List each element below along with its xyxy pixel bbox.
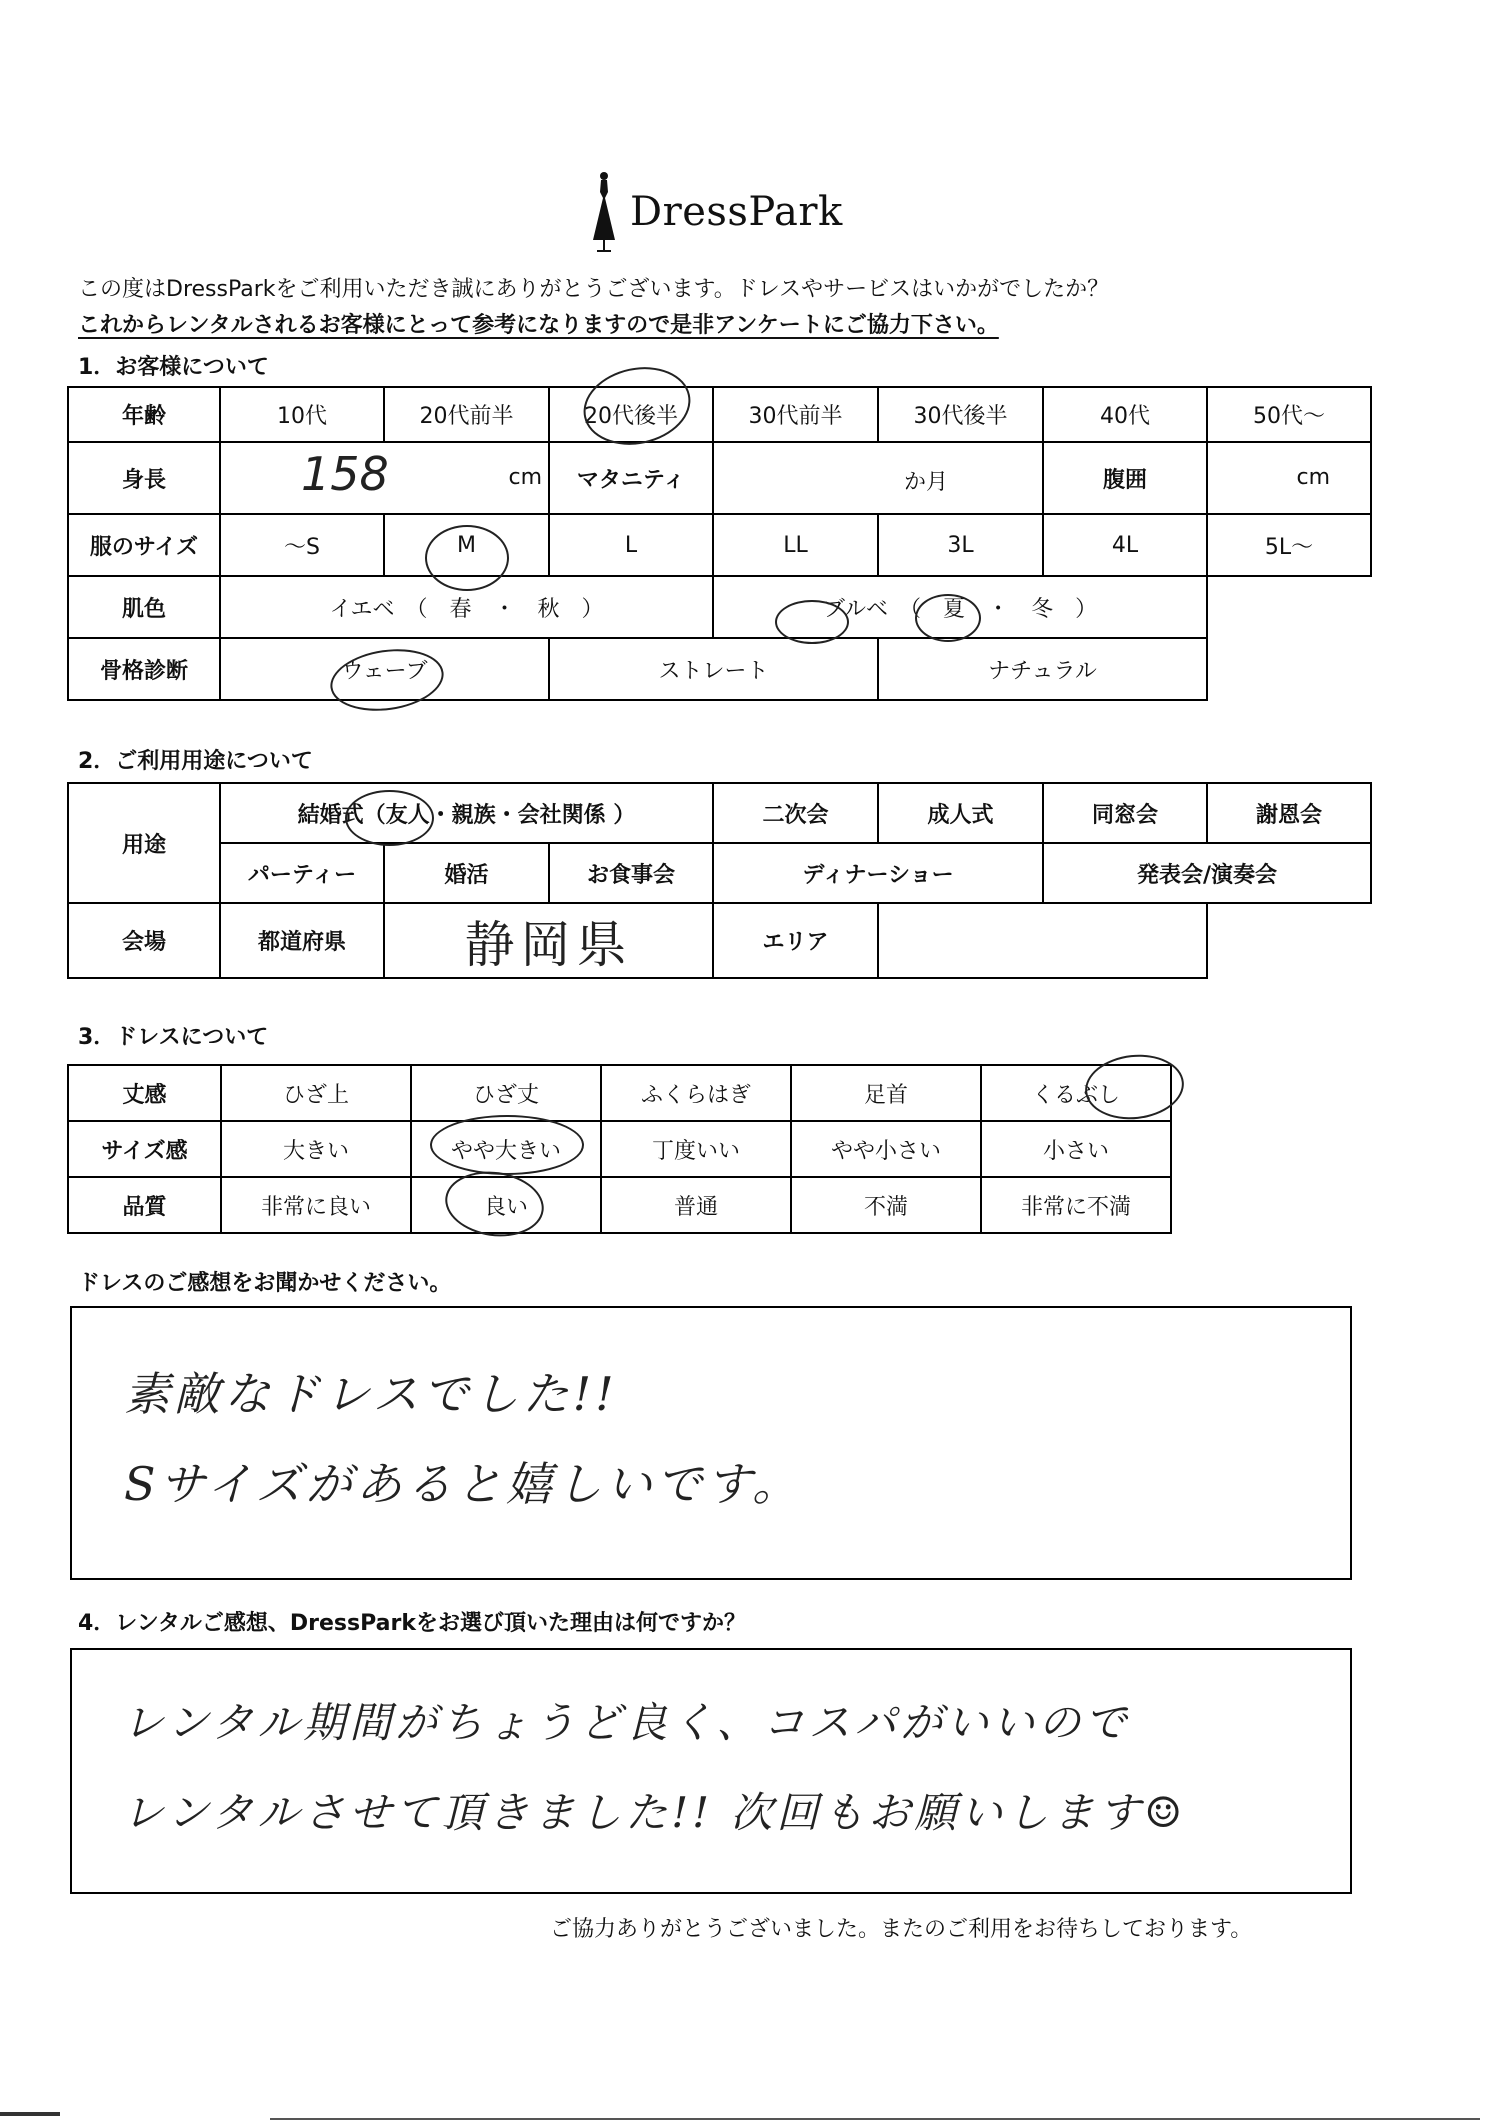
purpose-option[interactable]: 謝恩会: [1207, 783, 1371, 843]
dress-comment-line: Sサイズがあると嬉しいです。: [124, 1457, 803, 1511]
size-option[interactable]: 5L～: [1207, 514, 1371, 576]
dress-comment-box[interactable]: [70, 1306, 1352, 1580]
rental-comment-line: レンタル期間がちょうど良く、コスパがいいので: [122, 1698, 1131, 1747]
usage-table: [67, 782, 1372, 979]
purpose-option[interactable]: ディナーショー: [713, 843, 1043, 903]
maternity-label: マタニティ: [549, 442, 713, 514]
prefecture-field[interactable]: [384, 903, 713, 978]
size-option[interactable]: ～S: [220, 514, 384, 576]
frame-label: 骨格診断: [68, 638, 220, 700]
fit-option[interactable]: やや小さい: [791, 1121, 981, 1177]
length-option[interactable]: ひざ丈: [411, 1065, 601, 1121]
purpose-option[interactable]: 成人式: [878, 783, 1043, 843]
quality-option[interactable]: 非常に不満: [981, 1177, 1171, 1233]
months-unit: か月: [904, 470, 949, 495]
age-option[interactable]: 10代: [220, 387, 384, 442]
size-option[interactable]: L: [549, 514, 713, 576]
venue-label: 会場: [68, 903, 220, 978]
length-option-selected[interactable]: くるぶし: [981, 1065, 1171, 1121]
frame-option[interactable]: ナチュラル: [878, 638, 1207, 700]
age-option[interactable]: 50代～: [1207, 387, 1371, 442]
fit-option[interactable]: 大きい: [221, 1121, 411, 1177]
section2-title: 2．ご利用用途について: [78, 749, 313, 774]
dress-table: [67, 1064, 1172, 1234]
section3-title: 3．ドレスについて: [78, 1025, 269, 1050]
customer-table: [67, 386, 1372, 701]
dress-icon: [590, 170, 618, 254]
intro-text: この度はDressParkをご利用いただき誠にありがとうございます。ドレスやサービスはいかがでしたか？: [78, 277, 1110, 302]
fit-option[interactable]: 丁度いい: [601, 1121, 791, 1177]
section4-title: 4．レンタルご感想、DressParkをお選び頂いた理由は何ですか？: [78, 1611, 746, 1636]
prefecture-value: 静岡県: [464, 915, 633, 974]
age-option[interactable]: 20代前半: [384, 387, 549, 442]
area-field[interactable]: [878, 903, 1207, 978]
purpose-label: 用途: [68, 783, 220, 903]
fit-option[interactable]: 小さい: [981, 1121, 1171, 1177]
age-option[interactable]: 40代: [1043, 387, 1207, 442]
rental-comment-line: レンタルさせて頂きました!! 次回もお願いします☺: [122, 1788, 1187, 1837]
purpose-option[interactable]: 婚活: [384, 843, 549, 903]
skin-label: 肌色: [68, 576, 220, 638]
dress-comment-prompt: ドレスのご感想をお聞かせください。: [78, 1271, 452, 1296]
length-option[interactable]: ひざ上: [221, 1065, 411, 1121]
skin-blue-winter: ・ 冬 ）: [987, 596, 1098, 622]
area-label: エリア: [713, 903, 878, 978]
frame-option-selected[interactable]: ウェーブ: [220, 638, 549, 700]
maternity-field[interactable]: [713, 442, 1043, 514]
wedding-rest: ・親族・会社関係 ）: [429, 802, 636, 828]
wedding-friend: 友人: [385, 802, 430, 828]
age-label: 年齢: [68, 387, 220, 442]
age-option[interactable]: 30代後半: [878, 387, 1043, 442]
height-label: 身長: [68, 442, 220, 514]
height-unit: cm: [508, 465, 542, 490]
size-label: 服のサイズ: [68, 514, 220, 576]
age-option[interactable]: 30代前半: [713, 387, 878, 442]
size-option[interactable]: 4L: [1043, 514, 1207, 576]
quality-option[interactable]: 非常に良い: [221, 1177, 411, 1233]
purpose-option[interactable]: 発表会/演奏会: [1043, 843, 1371, 903]
brand-name: DressPark: [630, 189, 843, 235]
rental-comment-box[interactable]: [70, 1648, 1352, 1894]
frame-option[interactable]: ストレート: [549, 638, 878, 700]
footer-mark: [0, 2112, 60, 2116]
size-option[interactable]: 3L: [878, 514, 1043, 576]
purpose-wedding[interactable]: [220, 783, 713, 843]
prefecture-label: 都道府県: [220, 903, 384, 978]
purpose-option[interactable]: 同窓会: [1043, 783, 1207, 843]
footer-divider: [270, 2118, 1480, 2120]
size-option[interactable]: LL: [713, 514, 878, 576]
length-option[interactable]: ふくらはぎ: [601, 1065, 791, 1121]
dress-comment-line: 素敵なドレスでした!!: [124, 1367, 618, 1421]
length-label: 丈感: [68, 1065, 221, 1121]
wedding-prefix: 結婚式（: [297, 802, 386, 828]
purpose-option[interactable]: お食事会: [549, 843, 713, 903]
quality-option[interactable]: 普通: [601, 1177, 791, 1233]
section1-title: 1．お客様について: [78, 355, 269, 380]
fit-option-selected[interactable]: やや大きい: [411, 1121, 601, 1177]
skin-blue-option[interactable]: ブルベ （ 夏 ・ 冬 ）: [713, 576, 1207, 638]
skin-blue-label: ブルベ: [822, 596, 889, 622]
intro-request: これからレンタルされるお客様にとって参考になりますので是非アンケートにご協力下さい。: [78, 313, 999, 338]
fit-label: サイズ感: [68, 1121, 221, 1177]
skin-blue-summer: 夏: [943, 596, 966, 622]
closing-message: ご協力ありがとうございました。またのご利用をお待ちしております。: [550, 1917, 1253, 1942]
purpose-option[interactable]: 二次会: [713, 783, 878, 843]
age-option-selected[interactable]: 20代後半: [549, 387, 713, 442]
purpose-option[interactable]: パーティー: [220, 843, 384, 903]
waist-field[interactable]: [1207, 442, 1371, 514]
height-value: 158: [301, 447, 389, 501]
waist-unit: cm: [1296, 465, 1330, 490]
quality-option-selected[interactable]: 良い: [411, 1177, 601, 1233]
brand-logo: [590, 170, 843, 254]
length-option[interactable]: 足首: [791, 1065, 981, 1121]
size-option-selected[interactable]: M: [384, 514, 549, 576]
skin-yellow-option[interactable]: イエベ （ 春 ・ 秋 ）: [220, 576, 713, 638]
quality-label: 品質: [68, 1177, 221, 1233]
height-field[interactable]: [220, 442, 549, 514]
quality-option[interactable]: 不満: [791, 1177, 981, 1233]
waist-label: 腹囲: [1043, 442, 1207, 514]
